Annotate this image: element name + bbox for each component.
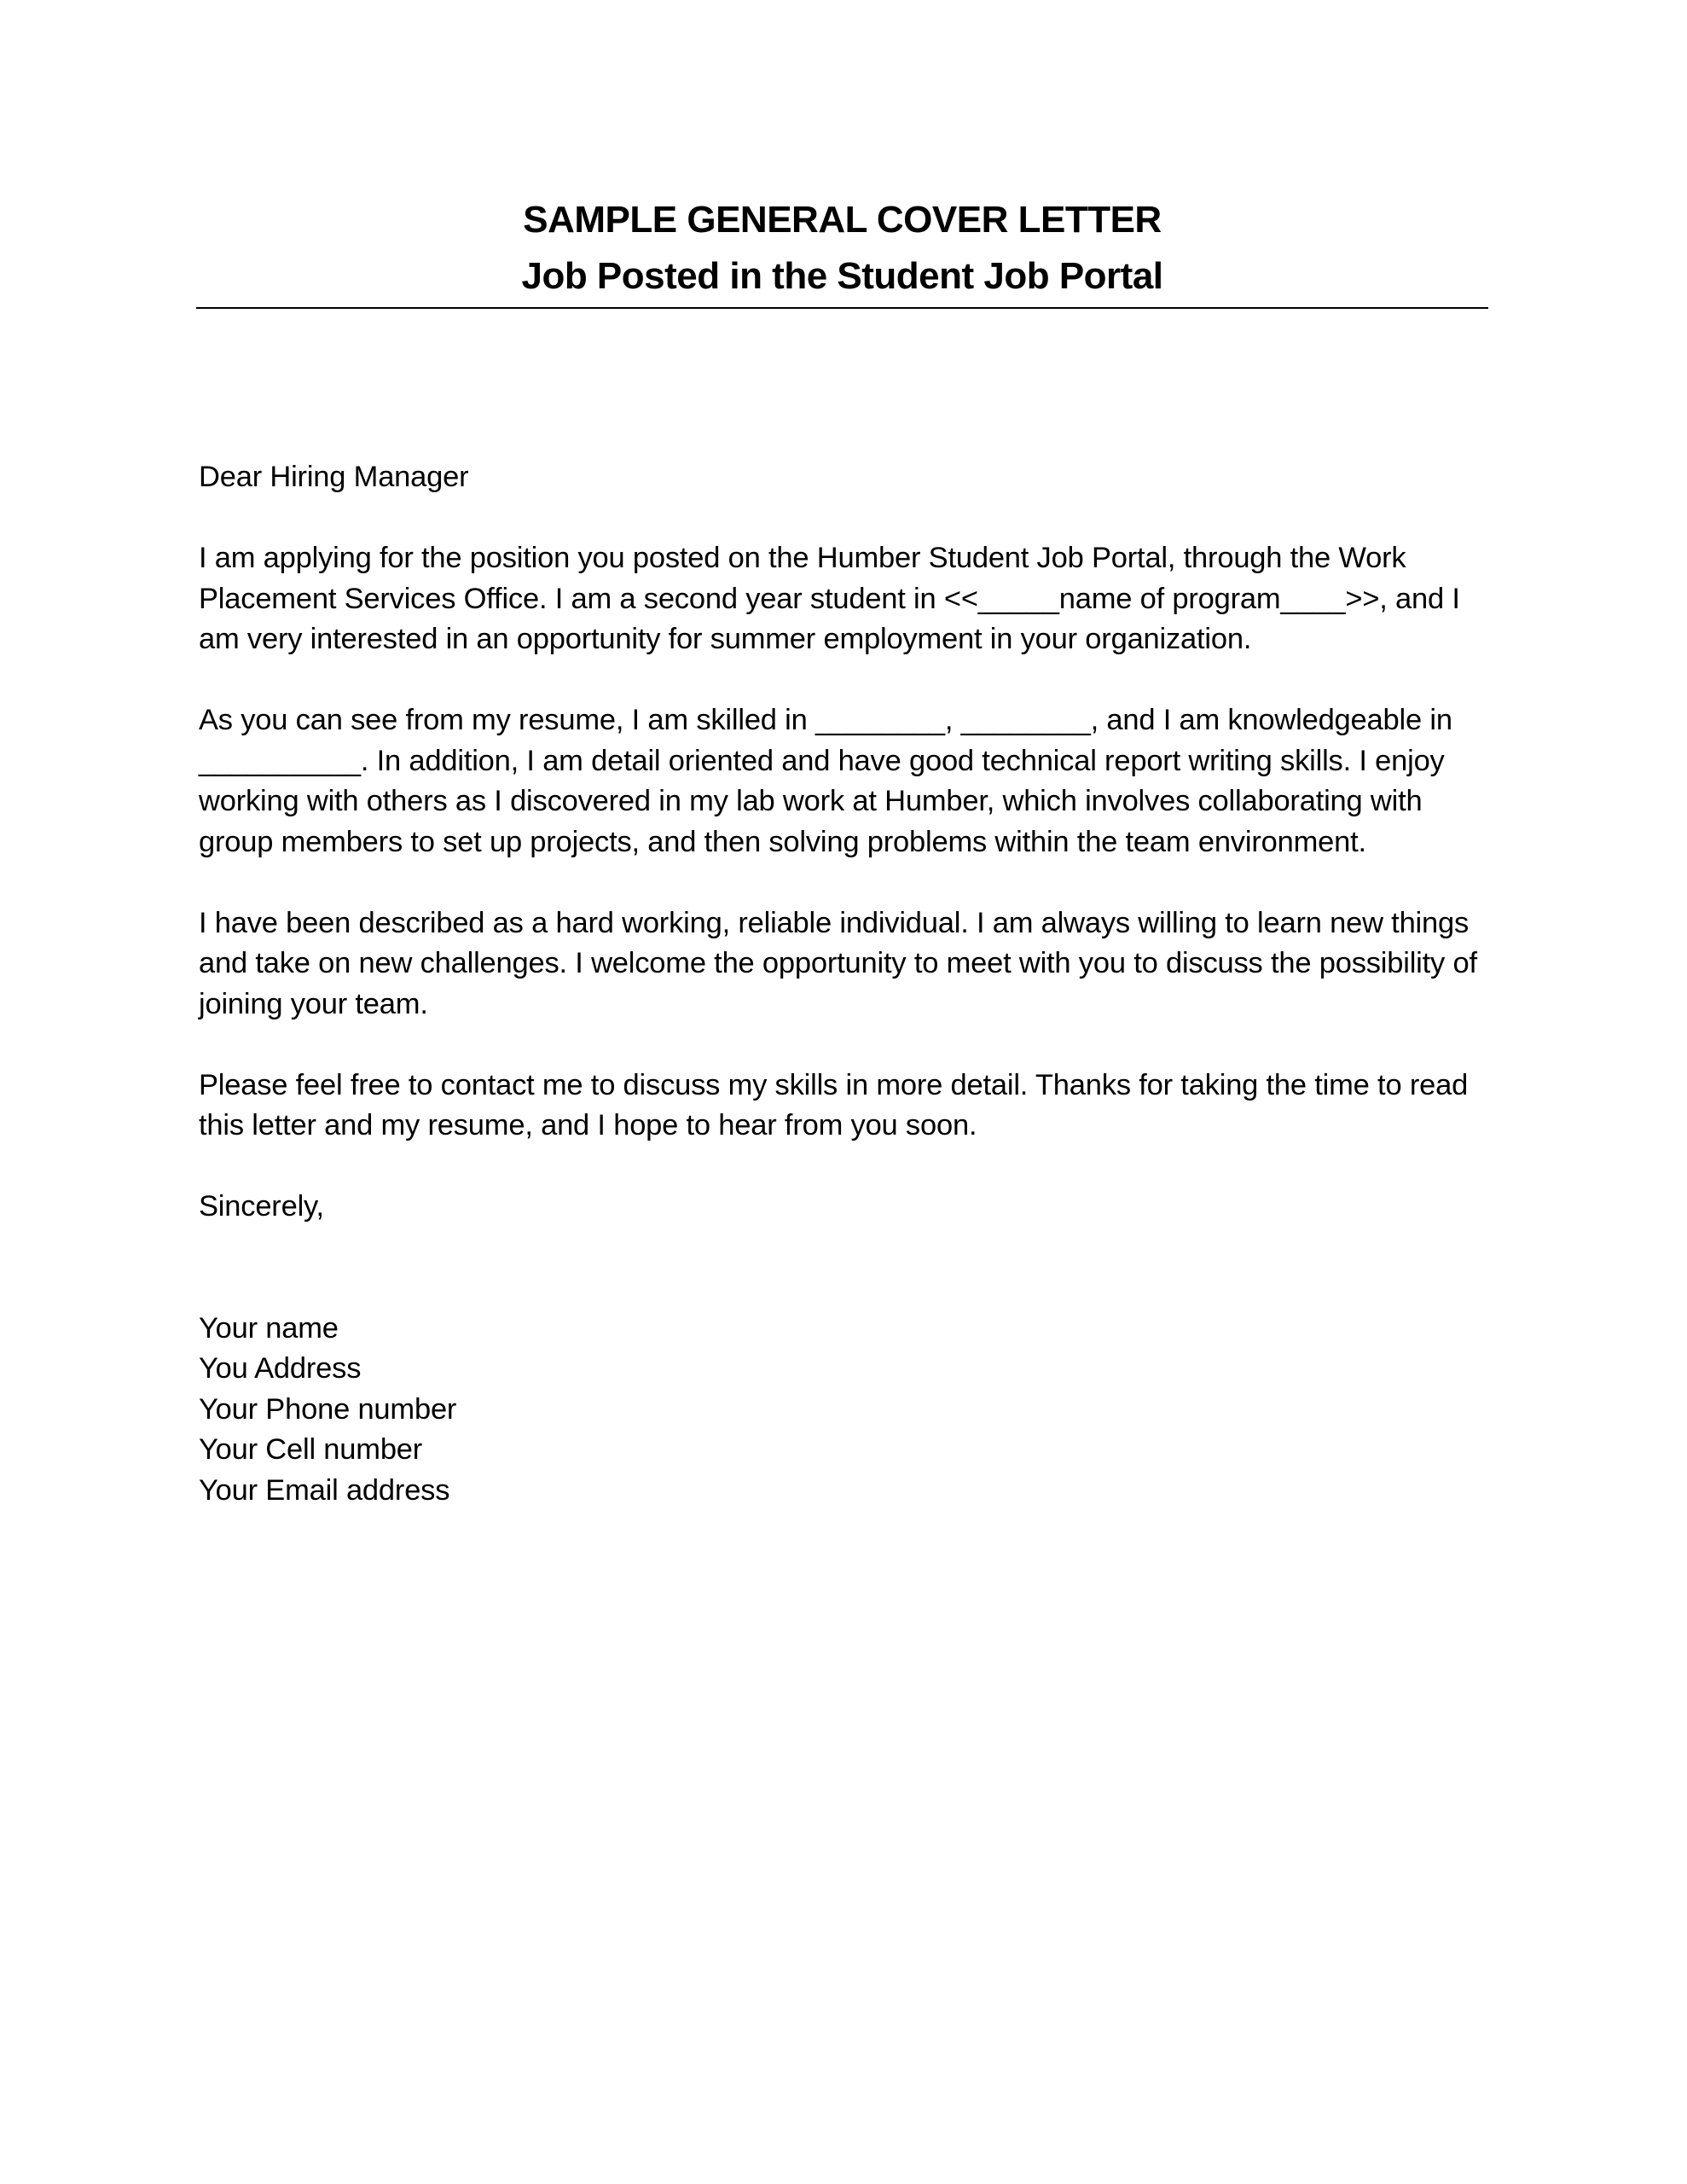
signature-email: Your Email address [199, 1473, 450, 1507]
salutation: Dear Hiring Manager [199, 461, 469, 493]
letter-body [199, 457, 1504, 1511]
document-title [196, 192, 1488, 305]
signature-name: Your name [199, 1311, 339, 1345]
signature-cell: Your Cell number [199, 1433, 423, 1466]
title-line-2: Job Posted in the Student Job Portal [521, 255, 1163, 297]
title-line-1: SAMPLE GENERAL COVER LETTER [523, 199, 1162, 241]
paragraph-4: Please feel free to contact me to discuss my skills in more detail. Thanks for taking the time to read this letter and my resume, and I hope to hear from you soon. [199, 1068, 1469, 1141]
signature-block [199, 1309, 1504, 1512]
signature-phone: Your Phone number [199, 1392, 457, 1426]
closing: Sincerely, [199, 1190, 324, 1223]
paragraph-2: As you can see from my resume, I am skilled in ________, ________, and I am knowledgeable in __________. In addition, I am detail oriented and have good technical report writing skills. I enjoy working with others as I discovered in my lab work at Humber, which involves collaborating with group members to set up projects, and then solving problems within the team environment. [199, 704, 1452, 858]
signature-address: You Address [199, 1352, 362, 1385]
title-underline-rule [196, 307, 1488, 309]
paragraph-1: I am applying for the position you posted on the Humber Student Job Portal, through the Work Placement Services Office. I am a second year student in <<_____name of program____>>, and I am very interested in an opportunity for summer employment in your organization. [199, 542, 1460, 655]
paragraph-3: I have been described as a hard working, reliable individual. I am always willing to learn new things and take on new challenges. I welcome the opportunity to meet with you to discuss the possibility of joining your team. [199, 906, 1477, 1020]
